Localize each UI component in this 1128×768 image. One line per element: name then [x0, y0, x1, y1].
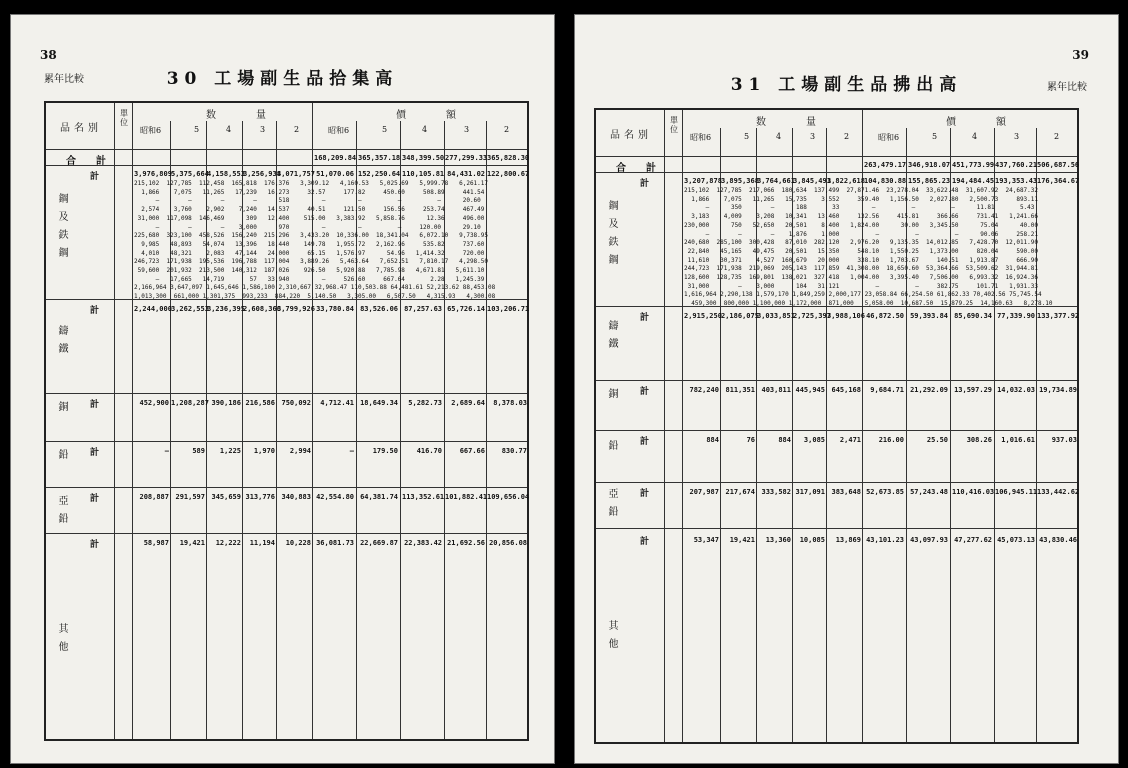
cell: 208,887 [139, 493, 169, 501]
left-section-zinc: 亞鉛 [56, 495, 67, 531]
detail-line: 240,680 285,100 300,428 87,010 282,120 2,976.20 9,135.35 14,012.85 7,428.70 12,011.90 [684, 239, 1039, 247]
left-header-value: 價額 [396, 110, 496, 121]
left-cast-sub: 計 [90, 306, 100, 316]
left-section-other: 其他 [56, 623, 67, 659]
left-total-v2: 365,828.30 [487, 154, 530, 162]
left-zinc-sub: 計 [90, 494, 100, 504]
left-year-2: 5 [194, 125, 200, 134]
cell: 3,845,491 [793, 177, 831, 185]
cell: 51,070.06 [316, 170, 354, 178]
right-header-quantity: 数量 [756, 117, 856, 128]
detail-line: 244,723 171,938 219,069 205,143 117,859 41,308.00 18,650.60 53,364.66 53,509.62 31,944.81 [684, 265, 1039, 273]
cell: 133,377.92 [1037, 312, 1080, 320]
cell: 87,257.63 [404, 305, 442, 313]
cell: 85,690.34 [954, 312, 992, 320]
left-section-lead: 鉛 [56, 449, 67, 467]
book-gutter [556, 0, 574, 768]
cell: 3,236,395 [207, 305, 245, 313]
right-lead-sub: 計 [640, 437, 650, 447]
cell: 155,865.23 [908, 177, 951, 185]
cell: 83,526.06 [360, 305, 398, 313]
cell: 122,800.67 [487, 170, 530, 178]
left-table [44, 101, 529, 741]
cell: 216.00 [878, 436, 904, 444]
detail-line: 246,723 171,938 195,536 196,788 117,004 3,889.26 5,463.64 7,652.51 7,810.17 4,298.50 [134, 258, 489, 266]
detail-line: 215,102 127,785 112,458 165,818 176,376 3,309.12 4,160.53 5,025.69 5,999.78 6,261.17 [134, 180, 489, 187]
cell: 782,240 [689, 386, 719, 394]
left-lead-sub: 計 [90, 448, 100, 458]
right-cast-sub: 計 [640, 313, 650, 323]
right-value-year-2: 5 [932, 132, 938, 141]
detail-line: 59,600 201,932 213,500 140,312 187,026 926.50 5,920.88 7,785.98 4,671.81 5,611.10 [134, 267, 485, 275]
left-header-quantity: 数量 [206, 110, 306, 121]
cell: 45,073.13 [997, 536, 1035, 544]
cell: 19,421 [179, 539, 205, 547]
left-total-label: 合計 [66, 156, 126, 167]
cell: 2,915,250 [684, 312, 722, 320]
cell: 19,734.89 [1039, 386, 1077, 394]
cell: 3,822,618 [827, 177, 865, 185]
cell: 937.03 [1051, 436, 1077, 444]
cell: 65,726.14 [447, 305, 485, 313]
cell: 884 [778, 436, 791, 444]
cell: 77,339.90 [997, 312, 1035, 320]
cell: 103,206.71 [487, 305, 530, 313]
cell: 8,378.03 [493, 399, 527, 407]
cell: 3,976,809 [134, 170, 172, 178]
cell: 194,484.45 [952, 177, 995, 185]
cell: 58,987 [143, 539, 169, 547]
right-page [574, 14, 1119, 764]
cell: 291,597 [175, 493, 205, 501]
left-year-4: 3 [260, 125, 266, 134]
right-section-copper: 銅 [606, 388, 617, 406]
detail-line: 22,840 45,165 49,475 20,501 15,350 548.10 1,550.25 1,373.00 820.04 590.00 [684, 247, 1039, 255]
right-value-year-5: 2 [1054, 132, 1060, 141]
left-col-divider [132, 103, 133, 739]
cell: 308.26 [966, 436, 992, 444]
left-value-year-2: 5 [382, 125, 388, 134]
cell: 176,364.67 [1037, 177, 1080, 185]
cell: 59,393.84 [910, 312, 948, 320]
cell: 22,383.42 [404, 539, 442, 547]
cell: 4,158,553 [207, 170, 245, 178]
cell: 104,830.88 [864, 177, 907, 185]
detail-line: — 350 — 188 33 — — — 11.81 5.43 [684, 204, 1035, 212]
cell: 345,659 [211, 493, 241, 501]
detail-line: — — — 1,876 1,000 — — — 90.06 258.21 [684, 230, 1039, 238]
right-title-text: 工場副生品拂出高 [778, 75, 963, 95]
left-year-5: 2 [294, 125, 300, 134]
left-copper-sub: 計 [90, 400, 100, 410]
cell: 3,764,661 [757, 177, 795, 185]
right-total-v4: 451,773.99 [952, 161, 995, 169]
left-page-number: 38 [40, 48, 57, 62]
detail-line: 1,866 7,075 11,265 17,239 16,273 32.57 177.82 450.60 508.89 441.54 [134, 188, 485, 196]
detail-line: 459,300 800,000 1,100,000 1,172,000 871,000 5,058.00 10,687.50 15,879.25 14,160.63 8,278.10 [684, 300, 1053, 308]
cell: 3,988,106 [827, 312, 865, 320]
right-zinc-sub: 計 [640, 489, 650, 499]
cell: 53,347 [693, 536, 719, 544]
right-year-1: 昭和6 [690, 133, 712, 142]
left-header-item: 品名別 [60, 123, 102, 134]
detail-line: — — — — 518 — — — — 20.60 [134, 197, 481, 205]
cell: 416.70 [416, 447, 442, 455]
detail-line: 230,000 750 52,650 20,501 8,400 1,824.00 30.00 3,345.50 75.04 40.00 [684, 221, 1039, 229]
cell: 113,352.61 [402, 493, 445, 501]
detail-line: 31,000 — 3,000 104 31,121 — — 382.75 101.71 1,931.33 [684, 282, 1039, 290]
cell: 1,016.61 [1001, 436, 1035, 444]
cell: 3,085 [803, 436, 825, 444]
cell: 1,970 [253, 447, 275, 455]
cell: 22,669.87 [360, 539, 398, 547]
right-steel-sub: 計 [640, 179, 650, 189]
cell: 13,869 [835, 536, 861, 544]
cell: 14,032.03 [997, 386, 1035, 394]
cell: 5,282.73 [408, 399, 442, 407]
cell: 10,228 [285, 539, 311, 547]
cell: 1,225 [219, 447, 241, 455]
cell: 76 [746, 436, 755, 444]
cell: 152,250.64 [358, 170, 401, 178]
cell: 13,360 [765, 536, 791, 544]
cell: 445,945 [795, 386, 825, 394]
right-year-4: 3 [810, 132, 816, 141]
right-title-number: 31 [730, 75, 767, 95]
cell: 830.77 [501, 447, 527, 455]
left-title-number: 30 [166, 69, 203, 89]
cell: 667.66 [459, 447, 485, 455]
cell: 36,081.73 [316, 539, 354, 547]
right-total-v3: 437,760.21 [995, 161, 1038, 169]
right-other-sub: 計 [640, 537, 650, 547]
right-section-divider [596, 482, 1077, 483]
cell: 390,186 [211, 399, 241, 407]
right-steel-detail-lines [684, 187, 1078, 309]
cell: 10,085 [799, 536, 825, 544]
left-section-divider [46, 487, 527, 488]
cell: 1,208,287 [171, 399, 209, 407]
right-header-item: 品名別 [610, 130, 652, 141]
cell: 84,431.02 [447, 170, 485, 178]
cell: 2,608,366 [243, 305, 281, 313]
cell: 645,168 [831, 386, 861, 394]
cell: 133,442.62 [1037, 488, 1080, 496]
left-section-divider [46, 441, 527, 442]
detail-line: 128,600 128,735 169,801 138,021 327,418 1,004.00 3,395.40 7,506.00 6,993.32 16,924.36 [684, 274, 1039, 282]
left-total-row-top [46, 149, 527, 150]
cell: 3,262,553 [171, 305, 209, 313]
cell: 18,649.34 [360, 399, 398, 407]
cell: 11,194 [249, 539, 275, 547]
cell: 25.50 [926, 436, 948, 444]
cell: 3,033,851 [757, 312, 795, 320]
cell: 21,692.56 [447, 539, 485, 547]
detail-line: 4,010 48,321 2,083 47,144 24,000 65.15 1,576.97 54.96 1,414.32 720.00 [134, 249, 485, 257]
cell: 452,900 [139, 399, 169, 407]
cell: 47,277.62 [954, 536, 992, 544]
cell: 43,830.46 [1039, 536, 1077, 544]
cell: 2,689.64 [451, 399, 485, 407]
right-value-year-1: 昭和6 [878, 133, 900, 142]
right-page-number: 39 [1072, 48, 1089, 62]
cell: 2,725,397 [793, 312, 831, 320]
right-value-year-4: 3 [1014, 132, 1020, 141]
left-title [10, 64, 555, 89]
left-header-unit: 單位 [120, 109, 128, 127]
right-comparison-note: 累年比較 [1047, 82, 1087, 93]
detail-line: 225,680 323,100 458,526 156,240 215,296 3,433.20 10,336.00 18,341.04 6,072.10 9,738.95 [134, 232, 489, 240]
detail-line: 1,013,300 661,000 1,301,375 993,233 884,220 5,140.50 3,305.00 6,507.50 4,315.93 4,300.08 [134, 293, 496, 301]
cell: 317,091 [795, 488, 825, 496]
cell: 179.50 [372, 447, 398, 455]
right-header-unit: 單位 [670, 116, 678, 134]
detail-line: 1,616,964 2,290,138 1,579,170 1,849,259 2,000,177 23,058.84 66,254.50 61,862.33 70,402.56 75,745.54 [684, 291, 1042, 299]
cell: 46,872.50 [866, 312, 904, 320]
detail-line: 2,166,964 3,647,097 1,645,646 1,586,100 2,310,667 32,968.47 110,503.88 64,481.61 52,213.62 88,453.08 [134, 284, 496, 292]
left-section-divider [46, 393, 527, 394]
cell: 333,582 [761, 488, 791, 496]
left-col-divider [114, 103, 115, 739]
left-section-copper: 銅 [56, 401, 67, 419]
cell: 3,207,878 [684, 177, 722, 185]
cell: 313,776 [245, 493, 275, 501]
left-total-v4: 348,399.50 [402, 154, 445, 162]
left-title-text: 工場副生品拾集高 [214, 69, 399, 89]
left-value-year-3: 4 [422, 125, 428, 134]
cell: 33,780.84 [316, 305, 354, 313]
cell: — [164, 447, 169, 455]
right-section-zinc: 亞鉛 [606, 488, 617, 524]
right-total-v5: 346,918.07 [908, 161, 951, 169]
cell: 884 [706, 436, 719, 444]
left-value-year-4: 3 [464, 125, 470, 134]
right-title [574, 70, 1119, 95]
left-total-v5: 365,357.18 [358, 154, 401, 162]
right-col-divider [664, 110, 665, 742]
left-year-1: 昭和6 [140, 126, 162, 135]
cell: 217,674 [725, 488, 755, 496]
cell: 106,945.11 [995, 488, 1038, 496]
left-value-year-1: 昭和6 [328, 126, 350, 135]
cell: 101,882.41 [445, 493, 488, 501]
right-section-lead: 鉛 [606, 440, 617, 458]
right-copper-sub: 計 [640, 387, 650, 397]
detail-line: 1,866 7,075 11,265 15,735 3,552 359.40 1,156.50 2,027.80 2,500.73 893.11 [684, 195, 1039, 203]
right-section-divider [596, 528, 1077, 529]
cell: 64,381.74 [360, 493, 398, 501]
cell: 193,353.43 [995, 177, 1038, 185]
detail-line: 11,610 30,371 4,527 160,679 20,000 338.10 1,703.67 140.51 1,913.87 666.90 [684, 256, 1039, 264]
detail-line: 2,574 3,760 2,902 7,240 14,537 40.51 121.50 156.56 253.74 467.49 [134, 206, 485, 214]
cell: 21,292.09 [910, 386, 948, 394]
detail-line: 215,102 127,785 217,066 180,634 137,499 27,871.46 23,278.04 33,622.48 31,607.92 24,687.32 [684, 187, 1039, 194]
cell: 9,684.71 [870, 386, 904, 394]
detail-line: — 17,665 14,719 57 33,940 — 526.60 667.64 2.28 1,245.39 [134, 275, 485, 283]
right-section-divider [596, 430, 1077, 431]
cell: 207,987 [689, 488, 719, 496]
left-value-year-5: 2 [504, 125, 510, 134]
cell: 43,101.23 [866, 536, 904, 544]
left-comparison-note: 累年比較 [44, 74, 84, 85]
detail-line: — — — 3,000 970 — — — 120.00 29.10 [134, 223, 481, 231]
right-total-label: 合計 [616, 163, 676, 174]
right-year-5: 2 [844, 132, 850, 141]
cell: 19,421 [729, 536, 755, 544]
cell: 57,243.48 [910, 488, 948, 496]
cell: 110,105.81 [402, 170, 445, 178]
cell: 340,883 [281, 493, 311, 501]
cell: 13,597.29 [954, 386, 992, 394]
cell: — [349, 447, 354, 455]
cell: 3,895,368 [721, 177, 759, 185]
cell: 52,673.85 [866, 488, 904, 496]
cell: 110,416.03 [952, 488, 995, 496]
right-col-divider [682, 110, 683, 742]
right-year-2: 5 [744, 132, 750, 141]
left-section-cast-iron: 鑄鐵 [56, 325, 67, 361]
right-section-cast-iron: 鑄鐵 [606, 320, 617, 356]
left-table-header [46, 103, 527, 150]
cell: 383,648 [831, 488, 861, 496]
cell: 589 [192, 447, 205, 455]
detail-line: 3,183 4,009 3,208 10,341 13,460 132.56 415.81 366.66 731.41 1,241.66 [684, 213, 1039, 221]
left-total-v6: 168,209.84 [314, 154, 357, 162]
right-value-year-3: 4 [972, 132, 978, 141]
left-total-v3: 277,299.33 [445, 154, 488, 162]
right-table [594, 108, 1079, 744]
right-section-steel: 鋼及鉄鋼 [606, 200, 617, 272]
left-steel-detail-lines [134, 180, 528, 302]
right-section-other: 其他 [606, 620, 617, 656]
left-section-divider [46, 533, 527, 534]
detail-line: 9,985 48,893 54,074 13,396 18,440 149.78 1,955.72 2,162.96 535.82 737.60 [134, 240, 485, 248]
cell: 403,811 [761, 386, 791, 394]
right-header-value: 價額 [946, 117, 1046, 128]
right-total-v2: 506,687.56 [1037, 161, 1080, 169]
cell: 5,375,664 [171, 170, 209, 178]
left-year-3: 4 [226, 125, 232, 134]
cell: 216,586 [245, 399, 275, 407]
cell: 42,554.80 [316, 493, 354, 501]
right-total-v6: 263,479.17 [864, 161, 907, 169]
cell: 2,244,000 [134, 305, 172, 313]
left-page [10, 14, 555, 764]
cell: 20,856.08 [489, 539, 527, 547]
cell: 2,186,075 [721, 312, 759, 320]
cell: 12,222 [215, 539, 241, 547]
left-section-steel: 鋼及鉄鋼 [56, 193, 67, 265]
cell: 750,092 [281, 399, 311, 407]
cell: 811,351 [725, 386, 755, 394]
detail-line: 31,000 117,098 146,469 309 12,400 515.00 3,383.92 5,858.76 12.36 496.00 [134, 214, 485, 222]
left-steel-sub: 計 [90, 172, 100, 182]
cell: 2,994 [289, 447, 311, 455]
right-year-3: 4 [776, 132, 782, 141]
cell: 3,256,938 [243, 170, 281, 178]
right-table-header [596, 110, 1077, 157]
cell: 4,071,757 [277, 170, 315, 178]
cell: 4,712.41 [320, 399, 354, 407]
cell: 43,097.93 [910, 536, 948, 544]
cell: 2,471 [839, 436, 861, 444]
left-other-sub: 計 [90, 540, 100, 550]
cell: 109,656.04 [487, 493, 530, 501]
right-section-divider [596, 380, 1077, 381]
cell: 3,799,926 [277, 305, 315, 313]
right-total-row-top [596, 156, 1077, 157]
